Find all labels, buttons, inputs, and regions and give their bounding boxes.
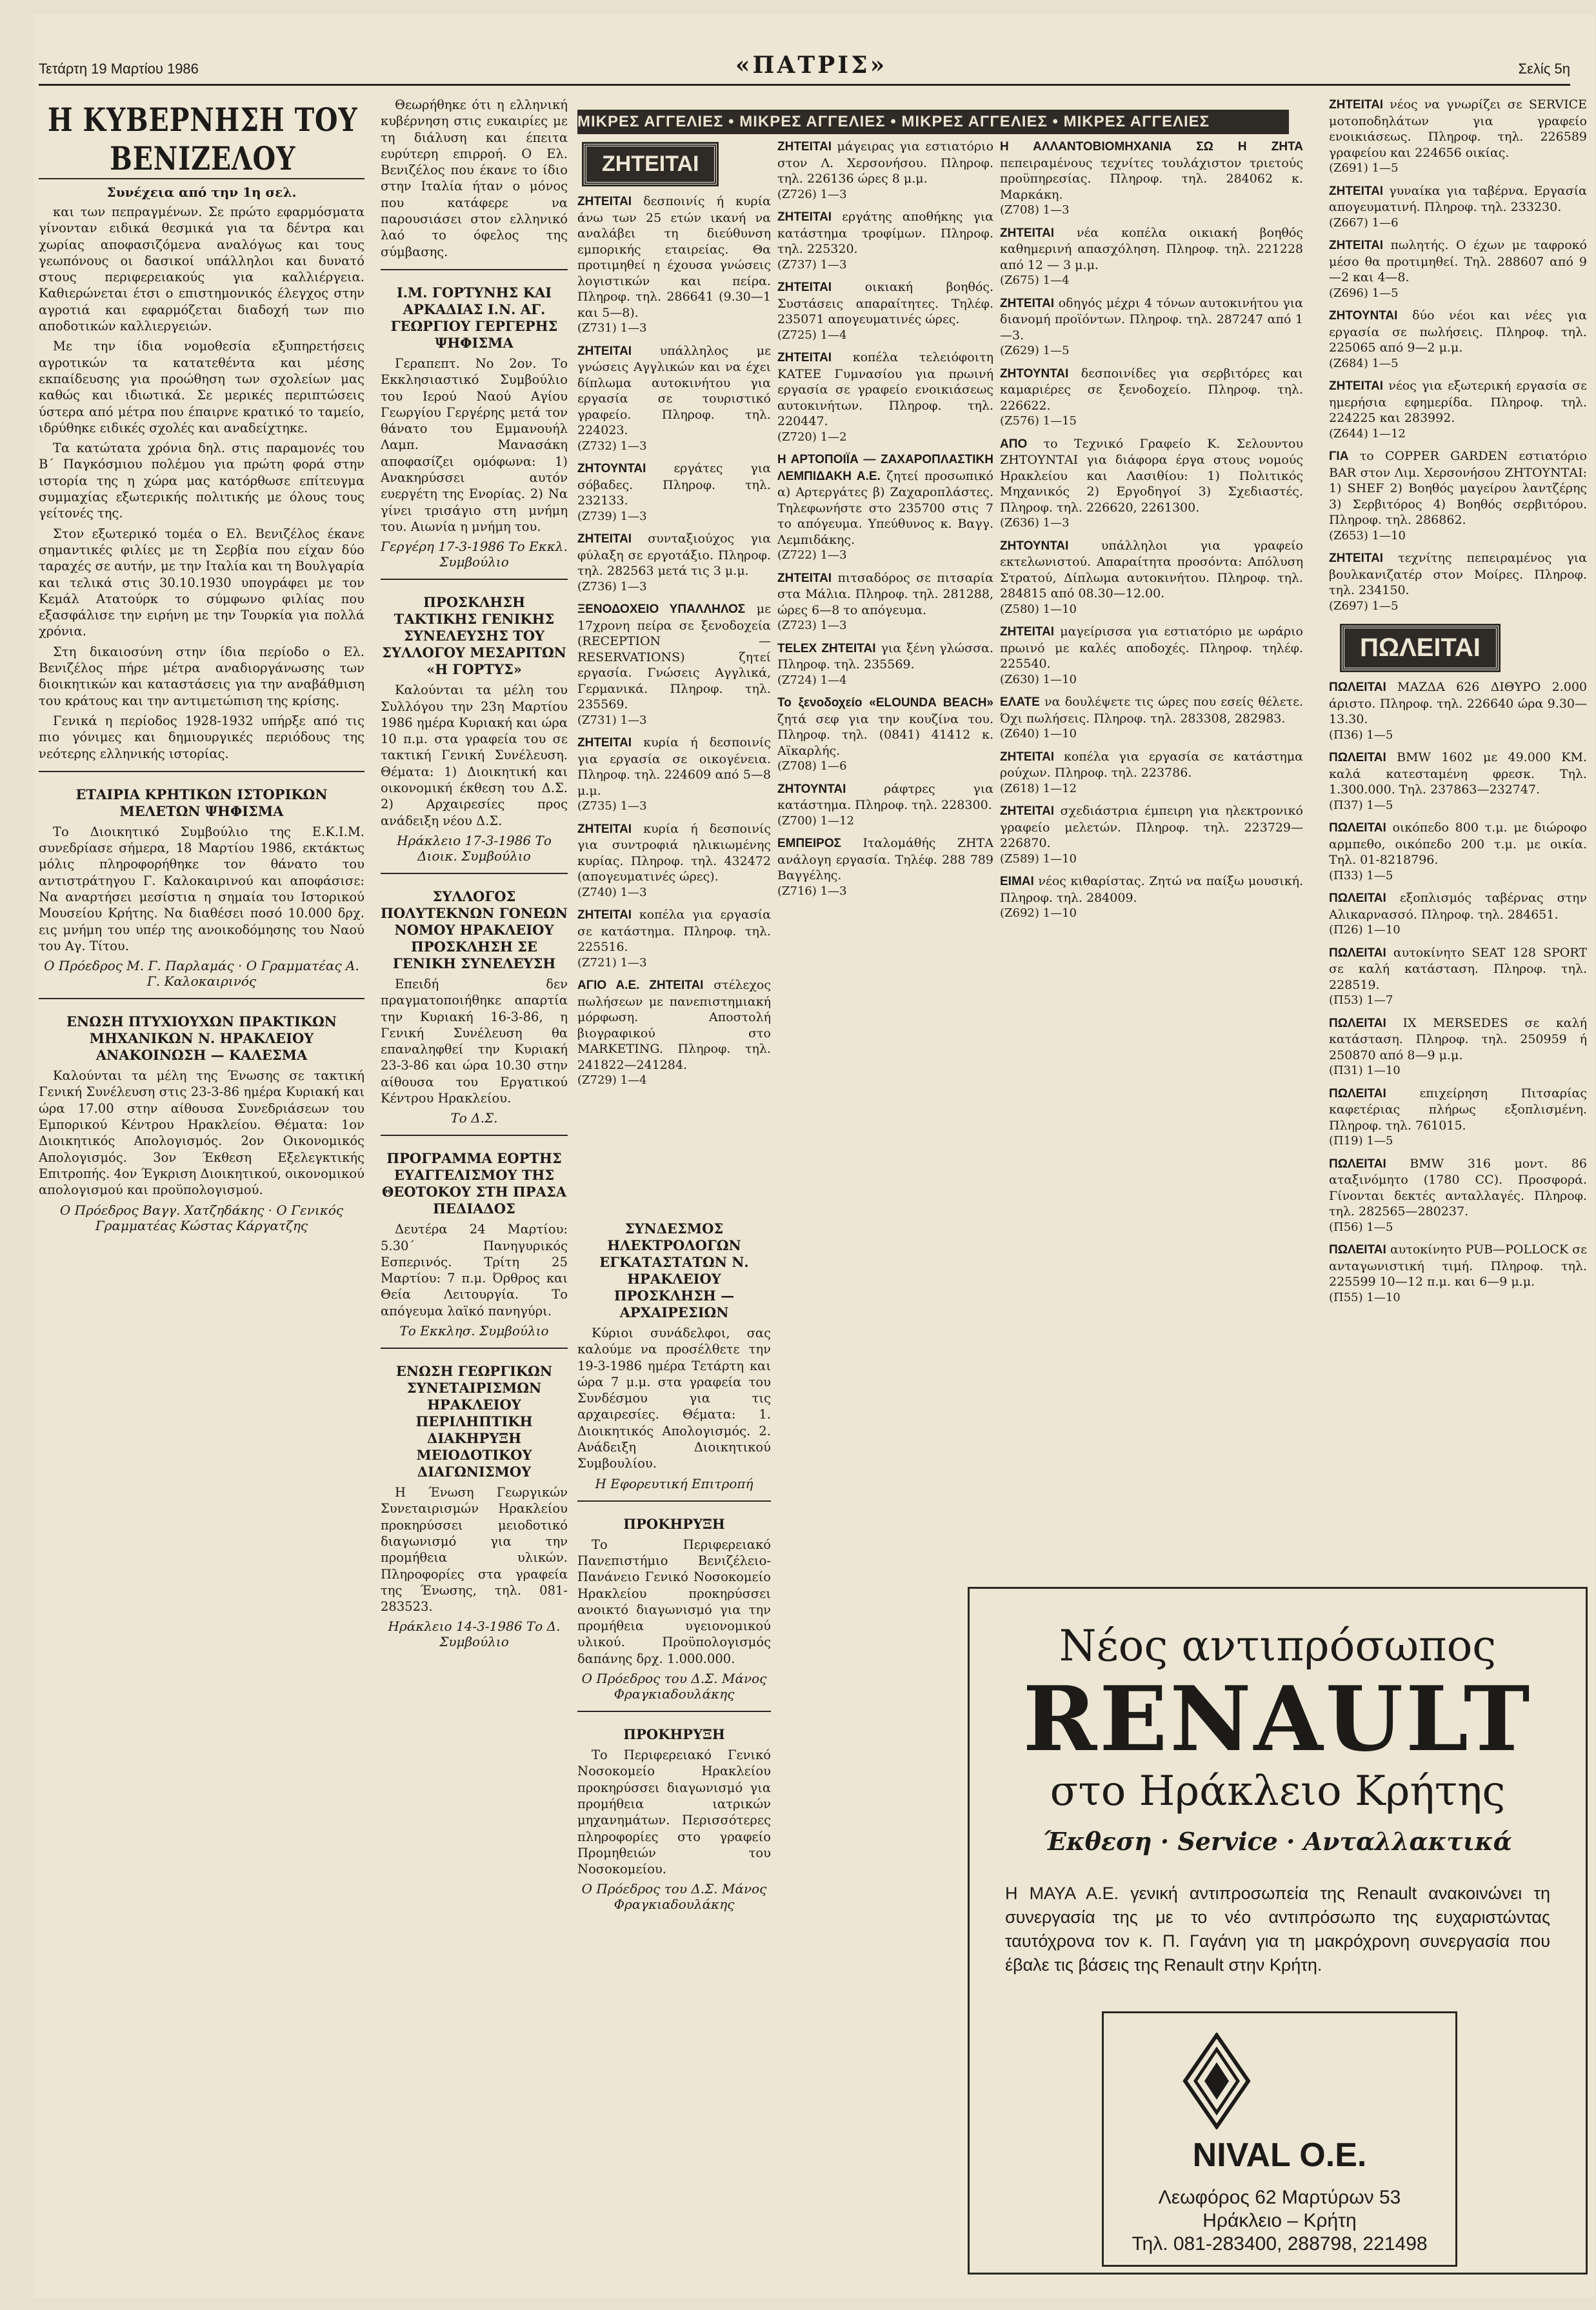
classified-lead: Η ΑΛΛΑΝΤΟΒΙΟΜΗΧΑΝΙΑ ΣΩ Η ΖΗΤΑ [1000,140,1303,154]
classified-lead: ΕΜΠΕΙΡΟΣ [777,837,842,850]
classified-ref: (Ζ667) 1—6 [1329,215,1399,230]
classified-lead: ΖΗΤΟΥΝΤΑΙ [577,462,646,475]
classified-text: ράφτρες για κατάστημα. Πληροφ. τηλ. 228300. [777,781,993,812]
classified-ad [1329,378,1587,442]
classified-ref: (Ζ731) 1—3 [577,321,647,335]
notice-text: Γεραπεπτ. Νο 2ον. Το Εκκλησιαστικό Συμβούλιο του Ιερού Ναού Αγίου Γεωργίου Γεργέρης μετά τον θάνατο του Εμμανουήλ Λαμπ. Μανασάκη αποφασίζει ομόφωνα: 1) Ανακηρύσσει αυτόν ευεργέτη της Ενορίας. 2) Να γίνει τρισάγιο στη μνήμη του. Αιωνία η μνήμη του. [381,355,568,534]
classified-ad [1329,1242,1587,1306]
page-number: Σελίς 5η [1518,61,1570,77]
classified-text: υπάλληλος με γνώσεις Αγγλικών και να έχει δίπλωμα αυτοκινήτου για εργασία σε τουριστικό γραφείο. Πληροφ. τηλ. 224023. [577,343,771,437]
classified-ref: (Π19) 1—5 [1329,1134,1393,1148]
classified-ad [577,821,771,901]
classified-ref: (Ζ692) 1—10 [1000,906,1077,920]
classified-ad [1329,97,1587,177]
column-notices [577,1206,771,2277]
notice-signature: Η Εφορευτική Επιτροπή [595,1475,753,1491]
classified-text: κυρία ή δεσποινίς για εργασία σε οικογένεια. Πληροφ. τηλ. 224609 από 5—8 μ.μ. [577,735,771,798]
classified-ad [577,531,771,595]
classified-lead: ΠΩΛΕΙΤΑΙ [1329,1086,1386,1100]
classified-text: γυναίκα για ταβέρνα. Εργασία απογευματινή. Πληροφ. τηλ. 233230. [1329,183,1587,214]
classified-ad [1329,750,1587,813]
classified-ad [1329,820,1587,884]
classified-lead: ΠΩΛΕΙΤΑΙ [1329,821,1386,835]
classified-ref: (Ζ726) 1—3 [777,187,847,201]
classified-text: υπάλληλοι για γραφείο εκτελωνιστού. Απαραίτητα προσόντα: Απόλυση Στρατού, Δίπλωμα αυτοκινήτου. Πληροφ. τηλ. 284815 από 08.30—12.00. [1000,538,1303,601]
notice-signature: Ο Πρόεδρος Μ. Γ. Παρλαμάς · Ο Γραμματέας Α. Γ. Καλοκαιρινός [44,958,359,990]
ad-tagline: Έκθεση · Service · Ανταλλακτικά [1043,1827,1512,1856]
divider [577,1711,771,1712]
classified-lead: ΖΗΤΕΙΤΑΙ [1329,239,1384,252]
classified-ref: (Ζ576) 1—15 [1000,414,1077,428]
classified-ref: (Ζ644) 1—12 [1329,426,1406,441]
classified-lead: ΠΩΛΕΙΤΑΙ [1329,891,1386,905]
classified-text: οικόπεδο 800 τ.μ. με διώροφο αρμπεθο, οικόπεδο 200 τ.μ. με οικία. Τηλ. 01-8218796. [1329,821,1587,867]
classified-lead: ΠΩΛΕΙΤΑΙ [1329,681,1386,694]
notice-heading: ΕΝΩΣΗ ΠΤΥΧΙΟΥΧΩΝ ΠΡΑΚΤΙΚΩΝ ΜΗΧΑΝΙΚΩΝ Ν. ΗΡΑΚΛΕΙΟΥ ΑΝΑΚΟΙΝΩΣΗ — ΚΑΛΕΣΜΑ [66,1013,337,1064]
classified-text: εργάτης αποθήκης για κατάστημα τροφίμων. Πληροφ. τηλ. 225320. [777,210,993,256]
classified-text: κοπέλα τελειόφοιτη ΚΑΤΕΕ Γυμνασίου για πρωινή εργασία σε γραφείο ενοικιάσεως αυτοκινήτων. Πληροφ. τηλ. 220447. [777,350,993,428]
renault-diamond-icon [1181,2033,1252,2129]
classified-ref: (Ζ723) 1—3 [777,619,847,632]
notice-signature: Ο Πρόεδρος του Δ.Σ. Μάνος Φραγκιαδουλάκης [581,1881,767,1913]
classified-lead: ΠΩΛΕΙΤΑΙ [1329,1157,1386,1171]
dealer-box [1102,2011,1457,2267]
classified-lead: ΖΗΤΕΙΤΑΙ [1000,226,1055,240]
article-paragraph: Τα κατώτατα χρόνια δηλ. στις παραμονές του Β΄ Παγκόσμιου πολέμου για πρώτη φορά στην ιστορία της η χώρα μας κατόρθωσε επίτευγμα συμμαχίας εξωτερικής πολιτικής με όλους τους γείτονές της. [39,441,364,521]
divider [381,873,568,874]
notice-text: Δευτέρα 24 Μαρτίου: 5.30΄ Πανηγυρικός Εσπερινός. Τρίτη 25 Μαρτίου: 7 π.μ. Όρθρος και Θεία Λειτουργία. Το απόγευμα λαϊκό πανηγύρι. [381,1222,568,1319]
classified-ref: (Ζ684) 1—5 [1329,356,1399,370]
classified-text: ζητά σεφ για την κουζίνα του. Πληροφ. τηλ. (0841) 41412 κ. Αϊκαρλής. [777,712,993,758]
classified-ref: (Ζ697) 1—5 [1329,599,1399,613]
dealer-city: Ηράκλειο – Κρήτη [1202,2210,1357,2231]
classified-text: δύο νέοι και νέες για εργασία σε πωλήσεις. Πληροφ. τηλ. 225065 από 9—2 μ.μ. [1329,308,1587,355]
article-subtitle: Συνέχεια από την 1η σελ. [106,184,297,200]
article-paragraph: Γενικά η περίοδος 1928-1932 υπήρξε από τις πιο γόνιμες και δημιουργικές περιόδους της νεότερης ελληνικής ιστορίας. [39,713,364,761]
classified-lead: ΖΗΤΕΙΤΑΙ [1329,98,1384,112]
classified-text: μαγείρισσα για εστιατόριο με ωράριο πρωινό με καλές αποδοχές. Πληροφ. τηλέφ. 225540. [1000,624,1303,671]
classified-text: με 17χρονη πείρα σε ξενοδοχεία (RECEPTION — RESERVATIONS) ζητεί εργασία. Γνώσεις Αγγλικά, Γερμανικά. Πληροφ. τηλ. 235569. [577,602,771,712]
classified-ad [1329,945,1587,1009]
classified-ref: (Π37) 1—5 [1329,798,1393,812]
classified-ad [1000,225,1303,289]
classified-text: μάγειρας για εστιατόριο στον Λ. Χερσονήσου. Πληροφ. τηλ. 226136 ώρες 8 μ.μ. [777,139,993,186]
classified-ref: (Ζ740) 1—3 [577,885,647,899]
classified-ref: (Ζ716) 1—3 [777,884,847,898]
classified-ref: (Ζ640) 1—10 [1000,727,1077,741]
classified-lead: ΑΓΙΟ Α.Ε. ΖΗΤΕΙΤΑΙ [577,979,704,992]
classified-ad [1329,308,1587,372]
classified-lead: ΖΗΤΕΙΤΑΙ [1000,625,1055,639]
classified-text: πιτσαδόρος σε πιτσαρία στα Μάλια. Πληροφ. τηλ. 281288, ώρες 6—8 το απόγευμα. [777,570,993,617]
notice-heading: ΠΡΟΚΗΡΥΞΗ [623,1726,725,1743]
classified-ad [777,452,993,564]
divider [577,1500,771,1502]
classified-ref: (Ζ725) 1—4 [777,328,847,342]
classified-text: κυρία ή δεσποινίς για συντροφιά ηλικιωμένης κυρίας. Πληροφ. τηλ. 432472 (απογευματινές ώρες). [577,821,771,884]
classified-ad [1000,694,1303,742]
classified-ref: (Ζ580) 1—10 [1000,602,1077,616]
classified-ad [1329,237,1587,301]
classified-ref: (Π53) 1—7 [1329,993,1393,1007]
classified-ad [777,350,993,445]
classified-lead: ΖΗΤΕΙΤΑΙ [577,908,632,922]
notice-heading: ΕΤΑΙΡΙΑ ΚΡΗΤΙΚΩΝ ΙΣΤΟΡΙΚΩΝ ΜΕΛΕΤΩΝ ΨΗΦΙΣΜΑ [75,786,328,819]
classified-ad [777,209,993,273]
classified-ad [777,641,993,689]
classifieds-column-4 [1329,97,1587,1580]
classified-lead: ΖΗΤΕΙΤΑΙ [577,532,632,546]
notice-text: Καλούνται τα μέλη της Ένωσης σε τακτική Γενική Συνέλευση στις 23-3-86 ημέρα Κυριακή και ώρα 17.00 στην αίθουσα Συνεδριάσεων του Εμπορικού Κέντρου Ηρακλείου. Θέματα: 1ον Διοικητικός Απολογισμός. 2ον Οικονομικός Απολογισμός. 3ον Έκθεση Εξελεγκτικής Επιτροπής. 4ον Έγκριση Διοικητικού, οικονομικού απολογισμού και προϋπολογισμού. [39,1068,364,1198]
classified-lead: ΖΗΤΕΙΤΑΙ [1000,804,1055,818]
classified-lead: ΖΗΤΕΙΤΑΙ [577,195,632,208]
classified-lead: ΖΗΤΟΥΝΤΑΙ [1000,539,1069,553]
classified-lead: ΖΗΤΟΥΝΤΑΙ [1329,309,1398,323]
divider [381,1348,568,1349]
column-left [39,97,364,2277]
classified-text: νέος κιθαρίστας. Ζητώ να παίξω μουσική. Πληροφ. τηλ. 284009. [1000,874,1303,905]
classified-ad [1000,139,1303,219]
classified-text: κοπέλα για εργασία σε κατάστημα ρούχων. Πληροφ. τηλ. 223786. [1000,749,1303,780]
classified-ad [777,695,993,775]
classified-text: για ξένη γλώσσα. Πληροφ. τηλ. 235569. [777,641,993,672]
classified-text: ζητεί προσωπικό α) Αρτεργάτες β) Ζαχαροπλάστες. Τηλεφωνήστε στο 235700 στις 7 το απόγευμα. Υπεύθυνος κ. Βαγγ. Λεμπιδάκης. [777,468,993,547]
classifieds-column-1 [577,139,771,1197]
zitountai-badge: ΖΗΤΕΙΤΑΙ [584,144,717,184]
divider [39,998,364,999]
classified-ref: (Ζ720) 1—2 [777,430,847,444]
divider [381,269,568,270]
classifieds-column-3 [1000,139,1303,1577]
classified-text: πωλητής. Ο έχων με ταφροκό μέσο θα προτιμηθεί. Τηλ. 288607 από 9—2 και 4—8. [1329,238,1587,284]
notice-signature: Ο Πρόεδρος του Δ.Σ. Μάνος Φραγκιαδουλάκης [581,1671,767,1702]
notice-signature: Ηράκλειο 17-3-1986 Το Διοικ. Συμβούλιο [397,832,552,864]
masthead: «ΠΑΤΡΙΣ» [735,52,888,79]
classified-lead: ΖΗΤΟΥΝΤΑΙ [1000,366,1069,381]
notice-signature: Το Δ.Σ. [450,1110,498,1126]
classified-ref: (Ζ589) 1—10 [1000,851,1077,866]
classified-text: BMW 316 μοντ. 86 αταξινόμητο (1780 CC). Προσφορά. Γίνονται δεκτές ανταλλαγές. Πληροφ. τηλ. 282565—280237. [1329,1156,1587,1219]
classified-ad [1329,890,1587,939]
classified-ad [1329,550,1587,614]
classified-ad [577,461,771,524]
classified-ref: (Ζ708) 1—6 [777,759,847,773]
poleitai-badge: ΠΩΛΕΙΤΑΙ [1342,626,1499,670]
notice-heading: ΠΡΟΓΡΑΜΜΑ ΕΟΡΤΗΣ ΕΥΑΓΓΕΛΙΣΜΟΥ ΤΗΣ ΘΕΟΤΟΚΟΥ ΣΤΗ ΠΡΑΣΑ ΠΕΔΙΑΔΟΣ [381,1150,567,1217]
classified-text: εργάτες για σόβαδες. Πληροφ. τηλ. 232133. [577,461,771,508]
notice-heading: ΠΡΟΚΗΡΥΞΗ [623,1515,725,1532]
classified-ref: (Ζ696) 1—5 [1329,286,1399,300]
classified-lead: ΠΩΛΕΙΤΑΙ [1329,946,1386,960]
notice-heading: ΣΥΝΔΕΣΜΟΣ ΗΛΕΚΤΡΟΛΟΓΩΝ ΕΓΚΑΤΑΣΤΑΤΩΝ Ν. ΗΡΑΚΛΕΙΟΥ ΠΡΟΣΚΛΗΣΗ — ΑΡΧΑΙΡΕΣΙΩΝ [599,1220,749,1320]
classified-ad [777,781,993,830]
classified-text: Ιταλομάθής ΖΗΤΑ ανάλογη εργασία. Τηλέφ. 288 789 Βαγγέλης. [777,836,993,882]
classified-text: BMW 1602 με 49.000 ΚΜ. καλά κατεσταμένη φρεσκ. Τηλ. 1.300.000. Τηλ. 237863—232747. [1329,750,1587,797]
classified-text: να δουλέψετε τις ώρες που εσείς θέλετε. Όχι πωλήσεις. Πληροφ. τηλ. 283308, 282983. [1000,695,1303,726]
classified-ref: (Ζ729) 1—4 [577,1073,647,1087]
dealer-street: Λεωφόρος 62 Μαρτύρων 53 [1158,2187,1401,2208]
article-paragraph: Θεωρήθηκε ότι η ελληνική κυβέρνηση στις ευκαιρίες με τη διάλυση και έπειτα ευρύτερη επιρροή. Ο Ελ. Βενιζέλος που έκανε το ίδιο στην Ιταλία ήταν ο μόνος που κατάφερε να παρουσιάσει στον ελληνικό λαό το όφελος της σύμβασης. [381,97,568,259]
notice-heading: Ι.Μ. ΓΟΡΤΥΝΗΣ ΚΑΙ ΑΡΚΑΔΙΑΣ Ι.Ν. ΑΓ. ΓΕΩΡΓΙΟΥ ΓΕΡΓΕΡΗΣ ΨΗΦΙΣΜΑ [390,284,558,351]
classified-ref: (Π31) 1—10 [1329,1064,1401,1077]
classified-ref: (Π55) 1—10 [1329,1290,1401,1304]
notice-text: Κύριοι συνάδελφοι, σας καλούμε να προσέλθετε την 19-3-1986 ημέρα Τετάρτη και ώρα 7 μ.μ. στα γραφεία του Συνδέσμου για τις αρχαιρεσίες. Θέματα: 1. Διοικητικός Απολογισμός. 2. Ανάδειξη Διοικητικού Συμβουλίου. [577,1326,771,1471]
classified-text: πεπειραμένους τεχνίτες τουλάχιστον τριετούς προϋπηρεσίας. Πληροφ. τηλ. 284062 κ. Μαρκάκη. [1000,155,1303,202]
classified-ad [1329,679,1587,743]
classified-ref: (Ζ653) 1—10 [1329,528,1406,543]
notice-heading: ΠΡΟΣΚΛΗΣΗ ΤΑΚΤΙΚΗΣ ΓΕΝΙΚΗΣ ΣΥΝΕΛΕΥΣΗΣ ΤΟΥ ΣΥΛΛΟΓΟΥ ΜΕΣΑΡΙΤΩΝ «Η ΓΟΡΤΥΣ» [382,594,566,678]
classified-text: σχεδιάστρια έμπειρη για ηλεκτρονικό γραφείο μελετών. Πληροφ. τηλ. 223729—226870. [1000,804,1303,850]
notice-signature: Γεργέρη 17-3-1986 Το Εκκλ. Συμβούλιο [381,539,568,570]
classified-lead: ΑΠΟ [1000,437,1028,451]
classified-ad [1000,295,1303,359]
classified-ref: (Π56) 1—5 [1329,1220,1393,1234]
classified-text: το COPPER GARDEN εστιατόριο BAR στον Λιμ. Χερσονήσου ΖΗΤΟΥΝΤΑΙ: 1) SHEF 2) Βοηθός μαγείρου λαντζέρης 3) Σερβιτόρος 4) Βοηθός σερβιτόρου. Πληροφ. τηλ. 286862. [1329,449,1587,527]
notice-text: Το Διοικητικό Συμβούλιο της Ε.Κ.Ι.Μ. συνεδρίασε σήμερα, 18 Μαρτίου 1986, εκτάκτως μόλις πληροφορήθηκε τον θάνατο του αντιστράτηγου Γ. Καλοκαιρινού και αποφάσισε: Να αναρτήσει μεσίστια η σημαία του Ιστορικού Μουσείου Κρήτης. Να διαθέσει ποσό 10.000 δρχ. εις μνήμη του υπέρ της ανοικοδόμησης του Ναού του Αγ. Τίτου. [39,824,364,953]
classified-text: νέος να γνωρίζει σε SERVICE μοτοποδηλάτων για γραφείο ενοικιάσεως. Πληροφ. τηλ. 226589 γραφείου και 224656 οικίας. [1329,97,1587,160]
classified-ref: (Ζ724) 1—4 [777,673,847,687]
classified-ad [577,907,771,971]
classified-ref: (Ζ739) 1—3 [577,509,647,523]
classified-ad [577,601,771,728]
classified-lead: ΖΗΤΕΙΤΑΙ [777,210,832,224]
classified-ref: (Π26) 1—10 [1329,923,1401,937]
article-paragraph: Στον εξωτερικό τομέα ο Ελ. Βενιζέλος έκανε σημαντικές φιλίες με τη Σερβία που είχαν δύο ταραχές σε αυτήν, με την Ιταλία και τη Βουλγαρία και τελικά στις 30.10.1930 υπογράφει με τον Κεμάλ Ατατούρκ το σύμφωνο φιλίας που εξασφάλισε την ειρήνη με την Τουρκία για πολλά χρόνια. [39,526,364,639]
notice-signature: Το Εκκλησ. Συμβούλιο [399,1323,549,1339]
classified-ad [1000,803,1303,867]
classified-ref: (Ζ732) 1—3 [577,439,647,453]
classified-ad [1329,1015,1587,1079]
classified-lead: ΖΗΤΕΙΤΑΙ [577,822,632,836]
column-middle [381,97,568,2277]
classified-lead: ΖΗΤΟΥΝΤΑΙ [777,782,846,796]
classified-ad [1000,749,1303,797]
classified-ad [1000,538,1303,618]
notice-text: Η Ένωση Γεωργικών Συνεταιρισμών Ηρακλείου προκηρύσσει μειοδοτικό διαγωνισμό για την προμήθεια υλικών. Πληροφορίες στα γραφεία της Ένωσης, τηλ. 081-283523. [381,1485,568,1615]
classified-lead: ΖΗΤΕΙΤΑΙ [1329,184,1384,198]
page-header [39,45,1570,86]
classified-ref: (Π36) 1—5 [1329,728,1393,742]
notice-text: Επειδή δεν πραγματοποιήθηκε απαρτία την Κυριακή 16-3-86, η Γενική Συνέλευση θα επαναληφθεί την Κυριακή 23-3-86 και ώρα 10.30 στην αίθουσα του Εργατικού Κέντρου Ηρακλείου. [381,976,568,1106]
classified-lead: ΠΩΛΕΙΤΑΙ [1329,1016,1386,1030]
classified-text: κοπέλα για εργασία σε κατάστημα. Πληροφ. τηλ. 225516. [577,908,771,954]
classified-ref: (Ζ722) 1—3 [777,548,847,562]
notice-text: Καλούνται τα μέλη του Συλλόγου την 23η Μαρτίου 1986 ημέρα Κυριακή και ώρα 10 π.μ. στα γραφεία του σε τακτική Γενική Συνέλευση. Θέματα: 1) Διοικητική και οικονομική έκθεση του Δ.Σ. 2) Αρχαιρεσίες προς ανάδειξη νέου Δ.Σ. [381,682,568,828]
classified-text: συνταξιούχος για φύλαξη σε εργοτάξιο. Πληροφ. τηλ. 282563 μετά τις 3 μ.μ. [577,532,771,578]
classified-ref: (Ζ700) 1—12 [777,813,854,828]
classified-ref: (Ζ636) 1—3 [1000,516,1070,530]
renault-advertisement [968,1587,1588,2275]
dealer-phone: Τηλ. 081-283400, 288798, 221498 [1132,2233,1428,2255]
article-paragraph: Με την ίδια νομοθεσία εξυπηρετήσεις αγροτικών τα κατατεθέντα και μέσης εκπαίδευσης για προώθηση των σχολείων μας καθώς και ιδιωτικά. Σε μερικές περιπτώσεις ύστερα από μέτρα που έπαιρνε κρατικό το ταμείο, ιδρύθηκε ειδικές σχολές και αναδείχτηκε. [39,339,364,435]
classified-ad [1329,183,1587,232]
classified-ref: (Ζ691) 1—5 [1329,161,1399,175]
ad-subtitle: στο Ηράκλειο Κρήτης [1050,1767,1506,1815]
brand-name: RENAULT [1022,1666,1533,1771]
classified-ad [777,835,993,899]
classified-lead: Το ξενοδοχείο «ELOUNDA BEACH» [777,696,993,710]
classified-ad [1000,873,1303,922]
notice-signature: Ο Πρόεδρος Βαγγ. Χατζηδάκης · Ο Γενικός Γραμματέας Κώστας Κάργατζης [59,1202,344,1233]
classified-ad [577,977,771,1089]
classified-lead: ΠΩΛΕΙΤΑΙ [1329,751,1386,764]
classified-lead: Η ΑΡΤΟΠΟΙΪΑ — ΖΑΧΑΡΟΠΛΑΣΤΙΚΗ ΛΕΜΠΙΔΑΚΗ Α.Ε. [777,453,993,483]
classified-lead: ΖΗΤΕΙΤΑΙ [777,140,832,154]
classified-text: το Τεχνικό Γραφείο Κ. Σελουντου ΖΗΤΟΥΝΤΑΙ για διάφορα έργα στους νομούς Ηρακλείου και Λασιθίου: 1) Πολιτικός Μηχανικός 2) Εργοδηγοί 3) Σχεδιαστές. Πληροφ. τηλ. 226620, 2261300. [1000,436,1303,515]
classified-ad [1000,436,1303,532]
classified-lead: ΖΗΤΕΙΤΑΙ [1000,296,1055,310]
classified-lead: ΖΗΤΕΙΤΑΙ [1329,552,1384,565]
classified-text: δεσποινίδες για σερβιτόρες και καμαριέρες σε ξενοδοχείο. Πληροφ. τηλ. 226622. [1000,366,1303,413]
classified-lead: ΠΩΛΕΙΤΑΙ [1329,1243,1386,1257]
classified-lead: ΖΗΤΕΙΤΑΙ [577,344,632,358]
classified-ref: (Ζ630) 1—10 [1000,672,1077,686]
classified-ref: (Ζ675) 1—4 [1000,274,1070,287]
classifieds-column-2 [777,139,993,1197]
classified-text: στέλεχος πωλήσεων με πανεπιστημιακή μόρφωση. Αποστολή βιογραφικού στο MARKETING. Πληροφ. τηλ. 241822—241284. [577,978,771,1072]
divider [381,579,568,580]
classified-ad [777,279,993,343]
article-paragraph: και των πεπραγμένων. Σε πρώτο εφαρμόσματα γίνονταν ειδικά θεσμικά για τα δέντρα και χωρίας αποφασιζόμενα αναλόγως και τους γεωπόνους οι δασικοί υπάλληλοι και δυνατό στους περιφερειακούς για καλλιέργεια. Καθιερώνεται έτσι ο επιστημονικός έλεγχος στην αγροτιά και εφαρμόζεται διαδοχή των πιο αποδοτικών καλλιεργειών. [39,204,364,334]
classified-text: IX MERSEDES σε καλή κατάσταση. Πληροφ. τηλ. 250959 ή 250870 από 8—9 μ.μ. [1329,1015,1587,1062]
classified-text: οικιακή βοηθός. Συστάσεις απαραίτητες. Τηλέφ. 235071 απογευματινές ώρες. [777,280,993,326]
classified-ref: (Ζ737) 1—3 [777,257,847,272]
dealer-address [1104,2186,1455,2256]
classified-lead: ΖΗΤΕΙΤΑΙ [777,571,832,585]
classified-ad [577,194,771,337]
classified-ref: (Ζ736) 1—3 [577,579,647,593]
divider [381,1135,568,1136]
issue-date: Τετάρτη 19 Μαρτίου 1986 [39,61,199,77]
classified-text: αυτοκίνητο PUB—POLLOCK σε ανταγωνιστική τιμή. Πληροφ. τηλ. 225599 10—12 π.μ. και 6—9 μ.μ. [1329,1242,1587,1289]
notice-heading: ΣΥΛΛΟΓΟΣ ΠΟΛΥΤΕΚΝΩΝ ΓΟΝΕΩΝ ΝΟΜΟΥ ΗΡΑΚΛΕΙΟΥ ΠΡΟΣΚΛΗΣΗ ΣΕ ΓΕΝΙΚΗ ΣΥΝΕΛΕΥΣΗ [381,888,568,971]
classified-text: εξοπλισμός ταβέρνας στην Αλικαρνασσό. Πληροφ. τηλ. 284651. [1329,891,1587,922]
notice-signature: Ηράκλειο 14-3-1986 Το Δ. Συμβούλιο [388,1618,561,1650]
classified-ref: (Ζ735) 1—3 [577,799,647,813]
classified-text: νέος για εξωτερική εργασία σε ημερήσια εφημερίδα. Πληροφ. τηλ. 224225 και 283992. [1329,379,1587,425]
classified-ad [1000,624,1303,688]
classified-ad [777,139,993,203]
classified-text: αυτοκίνητο SEAT 128 SPORT σε καλή κατάσταση. Πληροφ. τηλ. 228519. [1329,945,1587,992]
classified-ad [1329,1086,1587,1150]
classified-lead: ΖΗΤΕΙΤΑΙ [777,351,832,364]
classified-lead: TELEX ΖΗΤΕΙΤΑΙ [777,641,876,655]
ad-title: Νέος αντιπρόσωπος [1059,1621,1497,1671]
classified-lead: ΕΙΜΑΙ [1000,875,1034,888]
classified-ref: (Π33) 1—5 [1329,868,1393,882]
classified-text: οδηγός μέχρι 4 τόνων αυτοκινήτου για διανομή προϊόντων. Πληροφ. τηλ. 287247 από 1—3. [1000,295,1303,343]
article-title: Η ΚΥΒΕΡΝΗΣΗ ΤΟΥ ΒΕΝΙΖΕΛΟΥ [39,101,364,179]
classified-lead: ΖΗΤΕΙΤΑΙ [777,281,832,294]
classified-text: δεσποινίς ή κυρία άνω των 25 ετών ικανή να αναλάβει τη διεύθυνση εμπορικής εταιρείας. Θα προτιμηθεί η έχουσα γνώσεις λογιστικών και πείρα. Πληροφ. τηλ. 286641 (9.30—1 και 5—8). [577,194,771,320]
classified-ref: (Ζ629) 1—5 [1000,344,1070,357]
classified-lead: ΖΗΤΕΙΤΑΙ [577,736,632,750]
notice-text: Το Περιφερειακό Γενικό Νοσοκομείο Ηρακλείου προκηρύσσει διαγωνισμό για προμήθεια ιατρικών μηχανημάτων. Περισσότερες πληροφορίες στο γραφείο Προμηθειών του Νοσοκομείου. [577,1747,771,1877]
classified-ad [577,343,771,455]
notice-text: Το Περιφερειακό Πανεπιστήμιο Βενιζέλειο-Πανάνειο Γενικό Νοσοκομείο Ηρακλείου προκηρύσσει ανοικτό διαγωνισμό για την προμήθεια υγειονομικού υλικού. Προϋπολογισμός δαπάνης δρχ. 1.000.000. [577,1537,771,1666]
divider [39,771,364,772]
classifieds-banner: ΜΙΚΡΕΣ ΑΓΓΕΛΙΕΣ • ΜΙΚΡΕΣ ΑΓΓΕΛΙΕΣ • ΜΙΚΡΕΣ ΑΓΓΕΛΙΕΣ • ΜΙΚΡΕΣ ΑΓΓΕΛΙΕΣ [577,110,1289,134]
classified-text: τεχνίτης πεπειραμένος για βουλκανιζατέρ στον Μοίρες. Πληροφ. τηλ. 234150. [1329,551,1587,597]
classified-ad [1329,448,1587,544]
classified-text: ΜΑΖΔΑ 626 ΔΙΘΥΡΟ 2.000 άριστο. Πληροφ. τηλ. 226640 ώρα 9.30—13.30. [1329,680,1587,726]
classified-ad [1329,1156,1587,1236]
classified-ref: (Ζ618) 1—12 [1000,781,1077,795]
classified-text: νέα κοπέλα οικιακή βοηθός καθημερινή απασχόληση. Πληροφ. τηλ. 221228 από 12 — 3 μ.μ. [1000,225,1303,272]
dealer-name: NIVAL O.E. [1192,2136,1367,2174]
classified-ref: (Ζ731) 1—3 [577,713,647,727]
classified-lead: ΕΛΑΤΕ [1000,695,1040,709]
classified-text: επιχείρηση Πιτσαρίας καφετέριας πλήρως εξοπλισμένη. Πληροφ. τηλ. 761015. [1329,1086,1587,1133]
classified-ad [577,735,771,815]
classified-lead: ΖΗΤΕΙΤΑΙ [1000,750,1055,764]
ad-body: Η ΜΑΥΑ Α.Ε. γενική αντιπροσωπεία της Renault ανακοινώνει τη συνεργασία της με το νέο αντιπρόσωπο της ευχαριστώντας ταυτόχρονα τον κ. Π. Γαγάνη για τη μακρόχρονη συνεργασία που έβαλε τις βάσεις της Renault στην Κρήτη. [1005,1884,1550,1975]
classified-lead: ΓΙΑ [1329,450,1349,463]
classified-ad [1000,366,1303,430]
classified-lead: ΖΗΤΕΙΤΑΙ [1329,379,1384,393]
classified-lead: ΞΕΝΟΔΟΧΕΙΟ ΥΠΑΛΛΗΛΟΣ [577,602,746,616]
classified-ad [777,570,993,634]
article-paragraph: Στη δικαιοσύνη στην ίδια περίοδο ο Ελ. Βενιζέλος πήρε μέτρα αναδιοργάνωσης των διοικητικών και καταστάσεις για την αναβάθμιση του κράτους και την αντιμετώπιση της κρίσης. [39,644,364,708]
classified-ref: (Ζ708) 1—3 [1000,203,1070,217]
classified-ref: (Ζ721) 1—3 [577,955,647,970]
notice-heading: ΕΝΩΣΗ ΓΕΩΡΓΙΚΩΝ ΣΥΝΕΤΑΙΡΙΣΜΩΝ ΗΡΑΚΛΕΙΟΥ ΠΕΡΙΛΗΠΤΙΚΗ ΔΙΑΚΗΡΥΞΗ ΜΕΙΟΔΟΤΙΚΟΥ ΔΙΑΓΩΝΙΣΜΟΥ [395,1363,553,1480]
